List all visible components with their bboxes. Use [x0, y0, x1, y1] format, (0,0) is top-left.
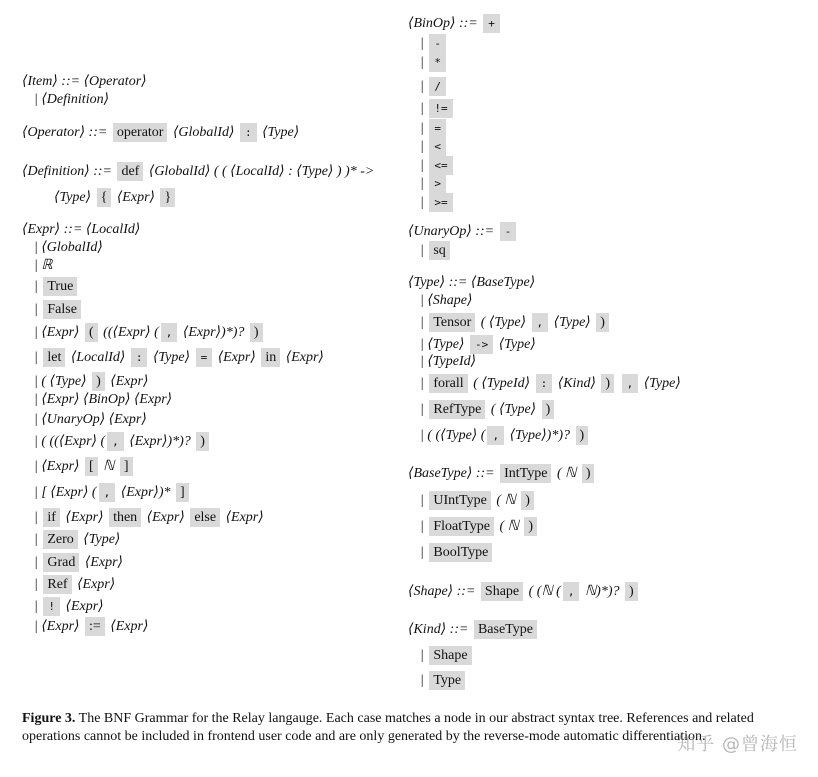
grammar-text: |	[420, 121, 428, 136]
grammar-text: ( ℕ	[495, 519, 523, 534]
grammar-text: ⟨Type⟩	[258, 125, 300, 140]
grammar-text: |	[420, 101, 428, 116]
grammar-production-line	[34, 553, 123, 572]
grammar-production-line	[34, 323, 265, 342]
keyword-token: )	[542, 400, 555, 419]
grammar-text: ⟨Expr⟩ ::= ⟨LocalId⟩	[22, 222, 141, 237]
keyword-token: )	[601, 374, 614, 393]
keyword-token: Type	[429, 671, 465, 690]
grammar-production-line	[34, 432, 211, 451]
grammar-production-line	[420, 353, 476, 371]
keyword-token: -	[500, 222, 517, 241]
grammar-text: ⟨Operator⟩ ::=	[22, 125, 111, 140]
grammar-production-line	[54, 188, 177, 207]
keyword-token: )	[625, 582, 638, 601]
grammar-text: |	[34, 599, 42, 614]
grammar-production-line	[34, 239, 103, 257]
grammar-text: ⟨GlobalId⟩	[169, 125, 238, 140]
grammar-text: | ⟨Definition⟩	[34, 92, 110, 107]
grammar-text: |	[34, 555, 42, 570]
grammar-text: |	[420, 243, 428, 258]
grammar-production-line	[408, 582, 640, 601]
grammar-text: | ⟨Shape⟩	[420, 293, 473, 308]
grammar-text: ⟨Kind⟩ ::=	[408, 622, 472, 637]
keyword-token: )	[196, 432, 209, 451]
keyword-token: Shape	[429, 646, 471, 665]
keyword-token: =	[429, 119, 446, 138]
keyword-token: Shape	[481, 582, 523, 601]
grammar-production-line	[420, 671, 467, 690]
grammar-production-line	[420, 517, 539, 536]
grammar-text: ⟨Type⟩	[640, 376, 681, 391]
grammar-production-line	[408, 274, 535, 292]
keyword-token: =	[196, 348, 213, 367]
grammar-production-line	[420, 53, 448, 72]
grammar-text: ⟨UnaryOp⟩ ::=	[408, 224, 498, 239]
keyword-token: Ref	[43, 575, 71, 594]
grammar-text: |	[34, 302, 42, 317]
grammar-text: |	[420, 158, 428, 173]
grammar-production-line	[420, 174, 448, 193]
grammar-text: |	[420, 36, 428, 51]
grammar-production-line	[34, 348, 324, 367]
keyword-token: in	[261, 348, 280, 367]
grammar-text: ⟨Type⟩	[550, 315, 595, 330]
grammar-production-line	[420, 119, 448, 138]
keyword-token: IntType	[500, 464, 551, 483]
keyword-token: !	[43, 597, 60, 616]
keyword-token: -	[429, 34, 446, 53]
grammar-text: ⟨Expr⟩)*)?	[179, 325, 248, 340]
grammar-text: |	[420, 648, 428, 663]
keyword-token: ,	[622, 374, 639, 393]
grammar-text: ⟨Expr⟩	[73, 577, 116, 592]
grammar-production-line	[34, 530, 120, 549]
grammar-text: ⟨BaseType⟩ ::=	[408, 466, 499, 481]
keyword-token: ->	[470, 335, 493, 354]
keyword-token: else	[190, 508, 220, 527]
grammar-production-line	[34, 508, 264, 527]
grammar-text: ⟨Type⟩	[54, 190, 95, 205]
keyword-token: /	[429, 77, 446, 96]
keyword-token: Zero	[43, 530, 77, 549]
grammar-text: ⟨Type⟩	[79, 532, 121, 547]
keyword-token: operator	[113, 123, 168, 142]
keyword-token: True	[43, 277, 77, 296]
keyword-token: <=	[429, 156, 452, 175]
keyword-token: )	[92, 372, 105, 391]
keyword-token: )	[524, 517, 537, 536]
grammar-production-line	[420, 543, 494, 562]
grammar-text: | ⟨Expr⟩	[34, 619, 83, 634]
keyword-token: let	[43, 348, 65, 367]
grammar-text: ( ⟨Type⟩	[477, 315, 530, 330]
keyword-token: FloatType	[429, 517, 494, 536]
grammar-text: ⟨Expr⟩	[143, 510, 189, 525]
grammar-text: ⟨Type⟩	[495, 337, 536, 352]
keyword-token: RefType	[429, 400, 485, 419]
keyword-token: Tensor	[429, 313, 475, 332]
grammar-production-line	[420, 193, 455, 212]
grammar-production-line	[420, 335, 536, 354]
grammar-production-line	[420, 34, 448, 53]
grammar-production-line	[34, 411, 147, 429]
grammar-production-line	[408, 620, 539, 639]
keyword-token: ,	[563, 582, 580, 601]
grammar-text: ( ⟨Type⟩	[487, 402, 540, 417]
grammar-text: | ⟨Type⟩	[420, 337, 468, 352]
grammar-text: |	[420, 545, 428, 560]
grammar-production-line	[34, 575, 115, 594]
grammar-production-line	[34, 277, 79, 296]
keyword-token: {	[97, 188, 112, 207]
keyword-token: ,	[107, 432, 124, 451]
grammar-text: ℕ)*)?	[581, 584, 624, 599]
grammar-text: | ( (⟨Type⟩ (	[420, 428, 486, 443]
grammar-text: |	[420, 493, 428, 508]
keyword-token: BaseType	[474, 620, 537, 639]
grammar-production-line	[420, 426, 590, 445]
keyword-token: *	[429, 53, 446, 72]
grammar-production-line	[420, 156, 455, 175]
keyword-token: ,	[532, 313, 549, 332]
figure-label: Figure 3.	[22, 711, 76, 726]
grammar-production-line	[420, 400, 556, 419]
grammar-text: ⟨Expr⟩)*)?	[125, 434, 195, 449]
grammar-text: ⟨Expr⟩	[61, 599, 104, 614]
keyword-token: ,	[99, 483, 116, 502]
grammar-production-line	[34, 457, 135, 476]
keyword-token: ,	[487, 426, 504, 445]
keyword-token: :	[131, 348, 148, 367]
grammar-production-line	[34, 257, 52, 275]
grammar-production-line	[408, 222, 518, 241]
grammar-production-line	[420, 292, 473, 310]
grammar-production-line	[22, 123, 299, 142]
grammar-text: ⟨Expr⟩	[214, 350, 260, 365]
keyword-token: ]	[120, 457, 133, 476]
keyword-token: if	[43, 508, 60, 527]
grammar-text: ⟨Expr⟩	[113, 190, 159, 205]
grammar-text: ⟨Expr⟩	[81, 555, 123, 570]
keyword-token: <	[429, 137, 446, 156]
grammar-production-line	[408, 464, 596, 483]
keyword-token: sq	[429, 241, 449, 260]
grammar-production-line	[34, 372, 148, 391]
grammar-production-line	[34, 617, 148, 636]
grammar-production-line	[22, 162, 374, 181]
grammar-production-line	[420, 77, 448, 96]
grammar-text: |	[420, 315, 428, 330]
grammar-text: ⟨Expr⟩)*	[117, 485, 175, 500]
grammar-text: |	[34, 532, 42, 547]
grammar-text: ⟨Expr⟩	[106, 619, 149, 634]
grammar-text: ⟨Type⟩	[149, 350, 194, 365]
grammar-text: ( ℕ	[553, 466, 580, 481]
grammar-text: ⟨LocalId⟩	[67, 350, 129, 365]
grammar-text: ( ⟨TypeId⟩	[469, 376, 534, 391]
grammar-production-line	[420, 137, 448, 156]
keyword-token: )	[521, 491, 534, 510]
grammar-production-line	[420, 646, 474, 665]
grammar-production-line	[22, 73, 147, 91]
grammar-text: |	[420, 402, 428, 417]
grammar-text: |	[420, 376, 428, 391]
grammar-production-line	[420, 241, 452, 260]
keyword-token: )	[576, 426, 589, 445]
grammar-production-line	[420, 491, 536, 510]
grammar-text: ⟨GlobalId⟩ ( ( ⟨LocalId⟩ : ⟨Type⟩ ) )* ->	[145, 164, 375, 179]
grammar-production-line	[420, 99, 455, 118]
keyword-token: Grad	[43, 553, 79, 572]
grammar-text: |	[34, 510, 42, 525]
grammar-text: |	[34, 577, 42, 592]
grammar-text: ( ℕ	[492, 493, 520, 508]
keyword-token: )	[596, 313, 609, 332]
grammar-text: ⟨Item⟩ ::= ⟨Operator⟩	[22, 74, 147, 89]
grammar-text: ⟨Expr⟩	[282, 350, 324, 365]
grammar-text: ⟨Shape⟩ ::=	[408, 584, 479, 599]
keyword-token: False	[43, 300, 81, 319]
caption-text: The BNF Grammar for the Relay langauge. Each case matches a node in our abstract syntax tree. References and related operations cannot be included in frontend user code and are only generated by the reverse-mode automatic differentiation.	[22, 711, 754, 744]
keyword-token: )	[250, 323, 263, 342]
grammar-production-line	[408, 14, 502, 33]
keyword-token: forall	[429, 374, 467, 393]
grammar-text: |	[420, 673, 428, 688]
grammar-text: ⟨Kind⟩	[554, 376, 600, 391]
grammar-text: ⟨Expr⟩	[61, 510, 108, 525]
grammar-text: ⟨BinOp⟩ ::=	[408, 16, 482, 31]
grammar-text: | ( ((⟨Expr⟩ (	[34, 434, 106, 449]
keyword-token: +	[483, 14, 500, 33]
grammar-production-line	[34, 483, 191, 502]
grammar-text: |	[420, 176, 428, 191]
grammar-production-line	[34, 91, 109, 109]
grammar-text: |	[34, 279, 42, 294]
keyword-token: :=	[85, 617, 105, 636]
keyword-token: ]	[176, 483, 189, 502]
grammar-text: |	[420, 55, 428, 70]
keyword-token: then	[109, 508, 141, 527]
grammar-text: |	[34, 350, 42, 365]
grammar-production-line	[34, 597, 104, 616]
keyword-token: UIntType	[429, 491, 490, 510]
keyword-token: !=	[429, 99, 452, 118]
grammar-production-line	[420, 374, 681, 393]
grammar-text: ( (ℕ (	[525, 584, 561, 599]
grammar-text: | ⟨TypeId⟩	[420, 354, 477, 369]
grammar-text: |	[420, 139, 428, 154]
grammar-text: | ℝ	[34, 258, 53, 273]
grammar-text: |	[420, 195, 428, 210]
grammar-text: ⟨Type⟩)*)?	[506, 428, 574, 443]
keyword-token: def	[117, 162, 143, 181]
grammar-text: ((⟨Expr⟩ (	[99, 325, 159, 340]
grammar-text: ⟨Definition⟩ ::=	[22, 164, 116, 179]
grammar-text: | ⟨Expr⟩	[34, 325, 83, 340]
keyword-token: BoolType	[429, 543, 492, 562]
keyword-token: }	[160, 188, 175, 207]
grammar-production-line	[34, 391, 172, 409]
grammar-text: |	[420, 79, 428, 94]
grammar-text: | ⟨Expr⟩ ⟨BinOp⟩ ⟨Expr⟩	[34, 392, 173, 407]
keyword-token: >=	[429, 193, 452, 212]
grammar-text: ⟨Expr⟩	[222, 510, 264, 525]
grammar-text: ℕ	[99, 459, 118, 474]
grammar-production-line	[34, 300, 83, 319]
keyword-token: >	[429, 174, 446, 193]
grammar-text	[616, 376, 620, 391]
grammar-text: ⟨Type⟩ ::= ⟨BaseType⟩	[408, 275, 536, 290]
grammar-text: | ( ⟨Type⟩	[34, 374, 91, 389]
keyword-token: ,	[161, 323, 178, 342]
keyword-token: )	[582, 464, 595, 483]
grammar-text: |	[420, 519, 428, 534]
grammar-text: | ⟨UnaryOp⟩ ⟨Expr⟩	[34, 412, 147, 427]
grammar-text: ⟨Expr⟩	[106, 374, 149, 389]
watermark: 知乎 @曾海恒	[677, 734, 798, 755]
grammar-text: | ⟨GlobalId⟩	[34, 240, 103, 255]
grammar-text: | [ ⟨Expr⟩ (	[34, 485, 97, 500]
grammar-production-line	[22, 221, 140, 239]
grammar-text: | ⟨Expr⟩	[34, 459, 83, 474]
keyword-token: (	[85, 323, 98, 342]
grammar-production-line	[420, 313, 611, 332]
keyword-token: :	[536, 374, 553, 393]
keyword-token: [	[85, 457, 98, 476]
keyword-token: :	[240, 123, 257, 142]
